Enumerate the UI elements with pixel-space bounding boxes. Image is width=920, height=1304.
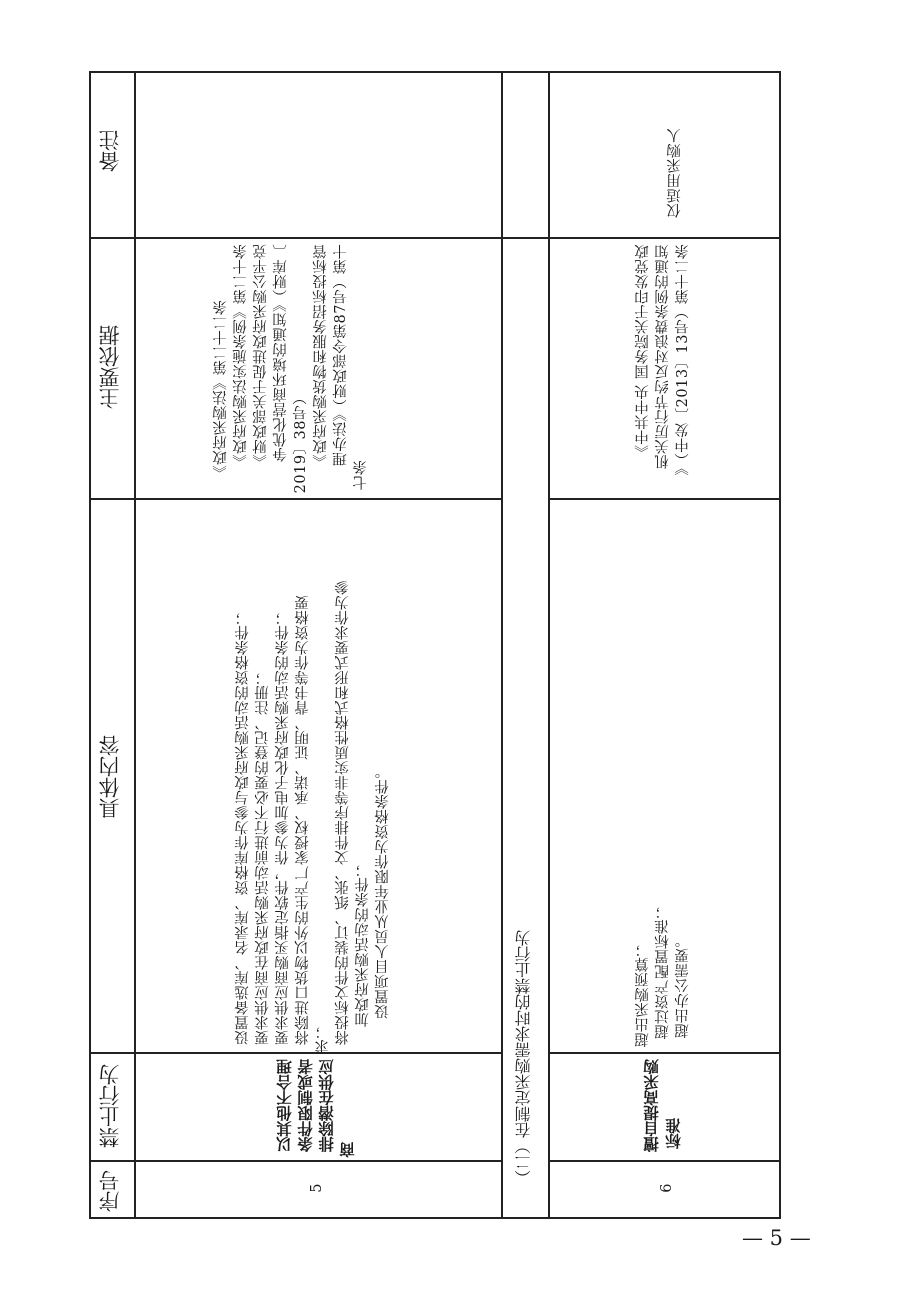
rule-behavior-seq <box>89 1160 501 1162</box>
rule-section-row-right <box>548 71 550 1219</box>
row5-behavior-line2: 条件限制或者 <box>297 1059 315 1152</box>
section-title: （二）在制定采购需求时的禁止行为 <box>514 930 533 1186</box>
row6-seq: 6 <box>659 1183 675 1193</box>
header-basis: 主要依据 <box>98 325 122 409</box>
rule-header-divider <box>134 71 136 1219</box>
row6-behavior-line2: 标准 <box>665 1118 683 1149</box>
rule-basis-content-row6 <box>548 498 781 500</box>
row5-seq: 5 <box>309 1183 325 1193</box>
rule-content-behavior <box>89 1052 501 1054</box>
row5-basis-line1: 《政府采购法》第二十二条 <box>213 300 229 480</box>
row5-basis-line3: 《财政部关于促进政府采购公平竞 <box>253 244 269 469</box>
row6-basis-line3: 》（中发〔2013〕13号）第十二条 <box>675 244 691 476</box>
header-note: 备注 <box>98 130 122 172</box>
row5-behavior-line3: 排除潜在供应 <box>318 1059 336 1152</box>
row5-basis-line5: 2019〕38号） <box>293 390 309 494</box>
rule-content-behavior-row6 <box>548 1052 781 1054</box>
row5-behavior-line1: 以其他不合理 <box>276 1059 294 1152</box>
rule-basis-content <box>89 498 501 500</box>
row6-basis-line1: 《中共中央 国务院关于印发党政 <box>635 244 651 460</box>
header-seq: 序号 <box>98 1170 122 1212</box>
row5-content-line1: 设置备选库、名录库、资格库作为参与政府采购活动的资格条件； <box>235 610 251 1045</box>
rule-behavior-seq-row6 <box>548 1160 781 1162</box>
row5-basis-line6: 《政府采购货物和服务招标投标管 <box>313 244 329 469</box>
header-behavior: 禁止行为 <box>98 1064 122 1148</box>
row6-content-line3: 超出办公需要。 <box>675 933 691 1038</box>
row5-basis-line8: 七条 <box>353 460 369 490</box>
row6-behavior-line1: 擅自提高采购 <box>643 1059 661 1152</box>
row6-content-line2: 超过资产配置标准； <box>655 904 671 1039</box>
row5-content-line4: 将除进口货物以外的生产厂家授权、承诺、证明、背书等作为资格要 <box>295 595 311 1045</box>
row6-note: 仅适用采购人 <box>667 128 683 218</box>
header-content: 具体内容 <box>98 735 122 819</box>
row5-content-line3: 要求供应商购买指定软件，作为参加电子化政府采购活动的条件； <box>275 610 291 1045</box>
row6-basis-line2: 机关厉行节约反对浪费条例的通知 <box>655 244 671 469</box>
row5-basis-line2: 《政府采购法实施条例》第二十条 <box>233 244 249 469</box>
rule-note-basis <box>89 237 781 239</box>
row5-content-line7: 加政府采购活动的条件； <box>355 862 371 1027</box>
page-number: — 5 — <box>742 1226 811 1250</box>
row5-basis-line4: 争优化营商环境的通知》（财库〔 <box>273 244 289 462</box>
row5-basis-line7: 理办法》（财政部令第87号）第十 <box>333 244 349 467</box>
row5-content-line6: 将投标文件的装订、纸张、文件排序等非实质性格式和形式要求作为参 <box>335 580 351 1045</box>
row6-content-line1: 超出采购预算； <box>635 942 651 1047</box>
row5-content-line5: 求； <box>315 1024 331 1054</box>
rule-section-row-left <box>501 71 503 1219</box>
row5-behavior-line4: 商 <box>339 1142 357 1158</box>
row5-content-line8: 设置项目人员从业年限作为资格条件。 <box>375 764 391 1019</box>
row5-content-line2: 要求供应商在政府采购活动前进行不必要的登记、注册； <box>255 670 271 1045</box>
